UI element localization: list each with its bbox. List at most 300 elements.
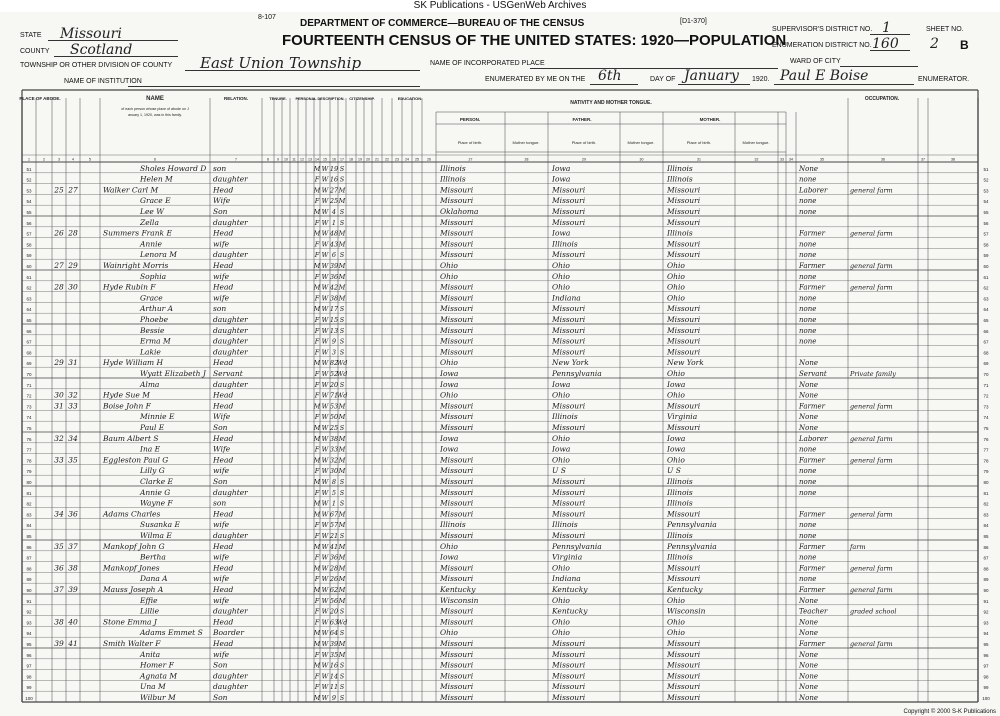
father-birthplace: Missouri <box>552 498 586 508</box>
race: W <box>321 640 329 648</box>
family-number: 35 <box>68 455 78 465</box>
supervisor-value: 1 <box>882 20 891 36</box>
relation: Head <box>213 358 234 368</box>
father-birthplace: Missouri <box>552 304 586 314</box>
race: W <box>321 380 329 389</box>
birthplace: Missouri <box>440 315 474 324</box>
birthplace: Missouri <box>440 304 474 314</box>
column-number: 24 <box>405 157 409 162</box>
family-number: 41 <box>68 639 78 648</box>
race: W <box>321 672 329 681</box>
mother-birthplace: Kentucky <box>667 585 703 594</box>
column-number: 6 <box>154 157 156 162</box>
column-number: 38 <box>951 157 955 162</box>
age: 14 <box>329 672 339 681</box>
mother-birthplace: Missouri <box>667 239 701 249</box>
race: W <box>321 607 329 616</box>
line-number-right: 91 <box>983 598 989 604</box>
mother-birthplace: Ohio <box>667 261 685 270</box>
dwelling-number: 39 <box>54 639 64 648</box>
father-birthplace: Indiana <box>552 574 581 584</box>
marital-status: M <box>338 283 346 292</box>
person-name: Summers Frank E <box>103 228 172 238</box>
person-name: Homer F <box>140 660 174 670</box>
line-number: 87 <box>26 555 32 561</box>
line-number: 73 <box>26 404 32 410</box>
father-birthplace: Missouri <box>552 531 586 540</box>
occupation: None <box>799 661 818 670</box>
relation: Head <box>213 433 234 443</box>
marital-status: S <box>339 532 345 540</box>
occupation: none <box>799 294 817 303</box>
column-number: 20 <box>366 157 370 162</box>
sex: F <box>314 337 320 346</box>
relation: daughter <box>213 315 248 324</box>
sex: M <box>313 229 321 238</box>
mother-birthplace: Missouri <box>667 196 701 206</box>
mother-birthplace: Missouri <box>667 574 701 584</box>
age: 56 <box>329 596 339 605</box>
father-birthplace: Ohio <box>552 390 570 400</box>
marital-status: Wd <box>336 359 348 368</box>
relation: Head <box>213 185 234 195</box>
line-number-right: 63 <box>983 296 989 302</box>
family-number: 38 <box>68 563 78 573</box>
father-birthplace: Kentucky <box>552 606 588 616</box>
age: 38 <box>329 294 339 303</box>
family-number: 32 <box>68 390 78 400</box>
marital-status: S <box>339 337 345 346</box>
line-number-right: 84 <box>983 523 989 529</box>
mother-birthplace: Iowa <box>667 379 686 389</box>
mother-birthplace: Ohio <box>667 455 685 465</box>
occupation: Farmer <box>799 564 826 573</box>
father-birthplace: Missouri <box>552 649 586 659</box>
line-number-right: 57 <box>983 231 989 237</box>
column-number: 17 <box>340 157 344 162</box>
marital-status: S <box>339 305 345 314</box>
mother-birthplace: U S <box>667 466 681 476</box>
birthplace: Illinois <box>440 520 466 530</box>
industry: general farm <box>850 456 893 465</box>
sex: F <box>314 575 320 584</box>
race: W <box>321 478 329 486</box>
father-birthplace: Missouri <box>552 325 586 335</box>
relation: wife <box>213 574 230 584</box>
sex: M <box>313 456 321 465</box>
column-number: 3 <box>58 157 60 162</box>
occupation: Farmer <box>799 262 826 270</box>
relation: wife <box>213 293 230 303</box>
family-number: 36 <box>68 509 78 519</box>
marital-status: Wd <box>336 391 348 400</box>
race: W <box>321 391 329 400</box>
birthplace: Missouri <box>440 574 474 584</box>
marital-status: S <box>339 218 345 227</box>
father-birthplace: Kentucky <box>552 585 588 594</box>
enum-day: 6th <box>598 68 622 84</box>
birthplace: Missouri <box>440 671 474 681</box>
father-birthplace: Illinois <box>552 520 578 530</box>
race: W <box>321 456 329 465</box>
marital-status: M <box>338 456 346 465</box>
person-name: Hyde Sue M <box>103 390 150 400</box>
family-number: 40 <box>68 617 78 627</box>
occupation: none <box>799 553 817 562</box>
line-number: 96 <box>26 652 32 658</box>
person-name: Mankopf Jones <box>103 563 160 573</box>
line-number-right: 92 <box>983 609 989 615</box>
line-number-right: 82 <box>983 501 989 507</box>
line-number-right: 86 <box>983 544 989 550</box>
occupation: none <box>799 488 817 497</box>
sex: F <box>314 488 320 497</box>
father-birthplace: Missouri <box>552 207 586 216</box>
race: W <box>321 661 329 670</box>
birthplace: Missouri <box>440 639 474 648</box>
year-label: 1920. <box>752 76 770 83</box>
relation: daughter <box>213 174 248 184</box>
relation: daughter <box>213 671 248 681</box>
occupation: None <box>799 694 818 702</box>
age: 82 <box>329 359 339 368</box>
sex: F <box>314 251 320 260</box>
marital-status: M <box>338 564 346 573</box>
header-personal: PERSONAL DESCRIPTION. <box>295 97 345 101</box>
relation: daughter <box>213 531 248 540</box>
race: W <box>321 294 329 303</box>
father-birthplace: Missouri <box>552 660 586 670</box>
age: 1 <box>331 499 337 508</box>
sex: F <box>314 380 320 389</box>
birthplace: Missouri <box>440 325 474 335</box>
relation: Son <box>213 207 228 216</box>
family-number: 28 <box>68 228 78 238</box>
census-grid <box>0 12 1000 716</box>
line-number-right: 69 <box>983 361 989 367</box>
line-number: 85 <box>26 534 32 539</box>
family-number: 37 <box>68 541 78 551</box>
relation: Son <box>213 660 228 670</box>
line-number: 90 <box>26 588 32 593</box>
age: 4 <box>331 208 337 216</box>
line-number: 78 <box>26 458 32 464</box>
line-number: 88 <box>26 566 32 572</box>
line-number: 58 <box>26 242 32 248</box>
line-number: 82 <box>26 501 32 507</box>
father-birthplace: Illinois <box>552 239 578 249</box>
occupation: none <box>799 175 817 184</box>
person-name: Boise John F <box>103 401 151 411</box>
line-number: 66 <box>26 328 32 334</box>
relation: son <box>213 498 227 508</box>
father-birthplace: Ohio <box>552 628 570 638</box>
header-father: FATHER. <box>572 117 592 122</box>
mother-birthplace: Ohio <box>667 595 685 605</box>
person-name: Ina E <box>140 444 161 454</box>
person-name: Lee W <box>140 207 164 216</box>
age: 17 <box>329 305 339 314</box>
line-number-right: 54 <box>983 199 989 205</box>
race: W <box>321 521 329 530</box>
race: W <box>321 305 329 314</box>
birthplace: Missouri <box>440 293 474 303</box>
birthplace: Missouri <box>440 412 474 422</box>
person-name: Zella <box>140 217 159 227</box>
birthplace: Missouri <box>440 617 474 627</box>
mother-birthplace: Virginia <box>667 412 698 422</box>
column-number: 32 <box>754 157 759 162</box>
sheet-value: 2 <box>930 36 939 52</box>
sex: M <box>313 640 321 648</box>
age: 50 <box>329 413 339 422</box>
father-birthplace: Ohio <box>552 433 570 443</box>
person-name: Sholes Howard D <box>140 163 207 173</box>
marital-status: M <box>338 596 346 605</box>
race: W <box>321 683 329 692</box>
sex: M <box>313 661 321 670</box>
family-number: 31 <box>68 358 78 368</box>
county-value: Scotland <box>70 42 133 58</box>
mother-birthplace: Missouri <box>667 347 701 357</box>
mother-birthplace: Missouri <box>667 671 701 681</box>
marital-status: S <box>339 661 345 670</box>
mother-birthplace: Missouri <box>667 185 701 195</box>
marital-status: S <box>339 316 345 324</box>
age: 64 <box>329 629 339 638</box>
father-birthplace: Iowa <box>552 444 571 454</box>
relation: wife <box>213 271 230 281</box>
age: 32 <box>329 456 339 465</box>
race: W <box>321 532 329 540</box>
birthplace: Wisconsin <box>440 595 479 605</box>
father-birthplace: Missouri <box>552 509 586 519</box>
line-number-right: 55 <box>983 210 989 215</box>
sex: M <box>313 424 321 432</box>
sex: F <box>314 521 320 530</box>
occupation: Laborer <box>799 186 828 195</box>
township-label: TOWNSHIP OR OTHER DIVISION OF COUNTY <box>20 62 173 69</box>
enum-month: January <box>684 68 739 84</box>
marital-status: M <box>338 510 346 519</box>
line-number-right: 61 <box>983 274 989 280</box>
line-number-right: 70 <box>983 372 989 377</box>
line-number: 54 <box>26 199 32 205</box>
birthplace: Oklahoma <box>440 207 479 216</box>
line-number: 93 <box>26 620 32 626</box>
birthplace: Ohio <box>440 261 458 270</box>
relation: daughter <box>213 250 248 260</box>
relation: son <box>213 163 227 173</box>
line-number-right: 64 <box>983 307 989 313</box>
birthplace: Illinois <box>440 163 466 173</box>
line-number-right: 75 <box>983 426 989 431</box>
father-birthplace: Pennsylvania <box>552 369 602 378</box>
age: 57 <box>329 521 339 530</box>
father-birthplace: Iowa <box>552 379 571 389</box>
column-number: 29 <box>582 157 586 162</box>
race: W <box>321 197 329 206</box>
birthplace: Missouri <box>440 347 474 357</box>
line-number-right: 94 <box>983 631 989 637</box>
mother-birthplace: Pennsylvania <box>667 520 717 530</box>
line-number: 91 <box>26 598 32 604</box>
race: W <box>321 499 329 508</box>
line-number-right: 76 <box>983 436 989 442</box>
mother-birthplace: Illinois <box>667 163 693 173</box>
father-birthplace: U S <box>552 466 566 476</box>
marital-status: S <box>339 499 345 508</box>
age: 5 <box>331 488 337 497</box>
header-person: PERSON. <box>459 117 481 122</box>
column-number: 25 <box>415 157 419 162</box>
age: 71 <box>329 391 339 400</box>
enum-district-value: 160 <box>872 36 899 52</box>
line-number: 69 <box>26 361 32 367</box>
father-birthplace: Ohio <box>552 261 570 270</box>
birthplace: Kentucky <box>440 585 476 594</box>
sex: F <box>314 272 320 281</box>
line-number-right: 59 <box>983 253 989 259</box>
occupation: none <box>799 272 817 281</box>
line-number: 86 <box>26 544 32 550</box>
name-note-1: of each person whose place of abode on J <box>121 107 189 111</box>
enumerator-label: ENUMERATOR. <box>918 76 970 83</box>
line-number: 68 <box>26 350 32 356</box>
line-number-right: 73 <box>983 404 989 410</box>
marital-status: M <box>338 586 346 594</box>
sex: M <box>313 586 321 594</box>
relation: Wife <box>213 412 231 422</box>
line-number: 89 <box>26 577 32 583</box>
state-label: STATE <box>20 32 42 39</box>
marital-status: S <box>339 164 345 173</box>
archive-banner: SK Publications - USGenWeb Archives <box>413 0 587 11</box>
age: 6 <box>331 251 337 260</box>
age: 53 <box>329 402 339 411</box>
father-birthplace: Missouri <box>552 401 586 411</box>
line-number-right: 78 <box>983 458 989 464</box>
dwelling-number: 38 <box>54 617 64 627</box>
race: W <box>321 413 329 422</box>
relation: daughter <box>213 336 248 346</box>
race: W <box>321 629 329 638</box>
father-birthplace: Missouri <box>552 347 586 357</box>
person-name: Hyde Rubin F <box>103 282 156 292</box>
birthplace: Missouri <box>440 401 474 411</box>
marital-status: S <box>339 478 345 486</box>
line-number: 51 <box>26 166 32 172</box>
father-birthplace: Ohio <box>552 563 570 573</box>
occupation: none <box>799 532 817 540</box>
father-birthplace: Missouri <box>552 487 586 497</box>
line-number: 80 <box>26 480 32 485</box>
relation: wife <box>213 552 230 562</box>
line-number-right: 80 <box>983 480 989 485</box>
census-title: FOURTEENTH CENSUS OF THE UNITED STATES: 1920—POPULATION <box>282 32 787 49</box>
father-birthplace: Missouri <box>552 336 586 346</box>
column-number: 35 <box>820 157 824 162</box>
industry: general farm <box>850 510 893 519</box>
marital-status: S <box>339 326 345 335</box>
occupation: Farmer <box>799 283 826 292</box>
sex: F <box>314 240 320 249</box>
age: 1 <box>331 218 337 227</box>
relation: son <box>213 304 227 314</box>
age: 16 <box>329 661 339 670</box>
person-name: Wyatt Elizabeth J <box>140 369 206 378</box>
line-number-right: 53 <box>983 188 989 194</box>
person-name: Wainright Morris <box>103 261 169 270</box>
person-name: Wilma E <box>140 531 172 540</box>
sex: M <box>313 402 321 411</box>
relation: Head <box>213 455 234 465</box>
race: W <box>321 445 329 454</box>
marital-status: M <box>338 553 346 562</box>
age: 39 <box>329 262 339 270</box>
sex: F <box>314 596 320 605</box>
header-mpob: Place of birth. <box>686 140 712 145</box>
day-of-label: DAY OF <box>650 76 676 83</box>
father-birthplace: Missouri <box>552 693 586 702</box>
birthplace: Missouri <box>440 336 474 346</box>
occupation: none <box>799 305 817 314</box>
age: 11 <box>329 683 339 692</box>
relation: Head <box>213 390 234 400</box>
county-label: COUNTY <box>20 48 50 55</box>
relation: Head <box>213 228 234 238</box>
race: W <box>321 262 329 270</box>
dwelling-number: 35 <box>54 541 64 551</box>
dwelling-number: 30 <box>54 390 64 400</box>
mother-birthplace: Missouri <box>667 693 701 702</box>
line-number-right: 65 <box>983 318 989 323</box>
line-number-right: 98 <box>983 674 989 680</box>
mother-birthplace: Missouri <box>667 563 701 573</box>
family-number: 34 <box>68 433 78 443</box>
sex: M <box>313 283 321 292</box>
mother-birthplace: Ohio <box>667 390 685 400</box>
column-number: 21 <box>375 157 379 162</box>
sex: M <box>313 694 321 702</box>
relation: daughter <box>213 487 248 497</box>
age: 30 <box>329 467 339 476</box>
header-education: EDUCATION. <box>397 96 423 101</box>
line-number: 53 <box>26 188 32 194</box>
father-birthplace: Missouri <box>552 196 586 206</box>
occupation: Farmer <box>799 510 826 519</box>
relation: Son <box>213 693 228 702</box>
person-name: Wilbur M <box>140 693 176 702</box>
marital-status: M <box>338 575 346 584</box>
father-birthplace: Missouri <box>552 185 586 195</box>
marital-status: M <box>338 186 346 195</box>
column-number: 27 <box>468 157 473 162</box>
column-number: 36 <box>881 157 885 162</box>
line-number: 71 <box>26 382 32 388</box>
birthplace: Illinois <box>440 174 466 184</box>
line-number-right: 87 <box>983 555 989 561</box>
father-birthplace: Iowa <box>552 163 571 173</box>
occupation: None <box>799 672 818 681</box>
birthplace: Missouri <box>440 531 474 540</box>
sex: F <box>314 532 320 540</box>
occupation: none <box>799 240 817 249</box>
person-name: Annie <box>140 239 162 249</box>
race: W <box>321 186 329 195</box>
age: 62 <box>329 586 339 594</box>
occupation: None <box>799 380 818 389</box>
